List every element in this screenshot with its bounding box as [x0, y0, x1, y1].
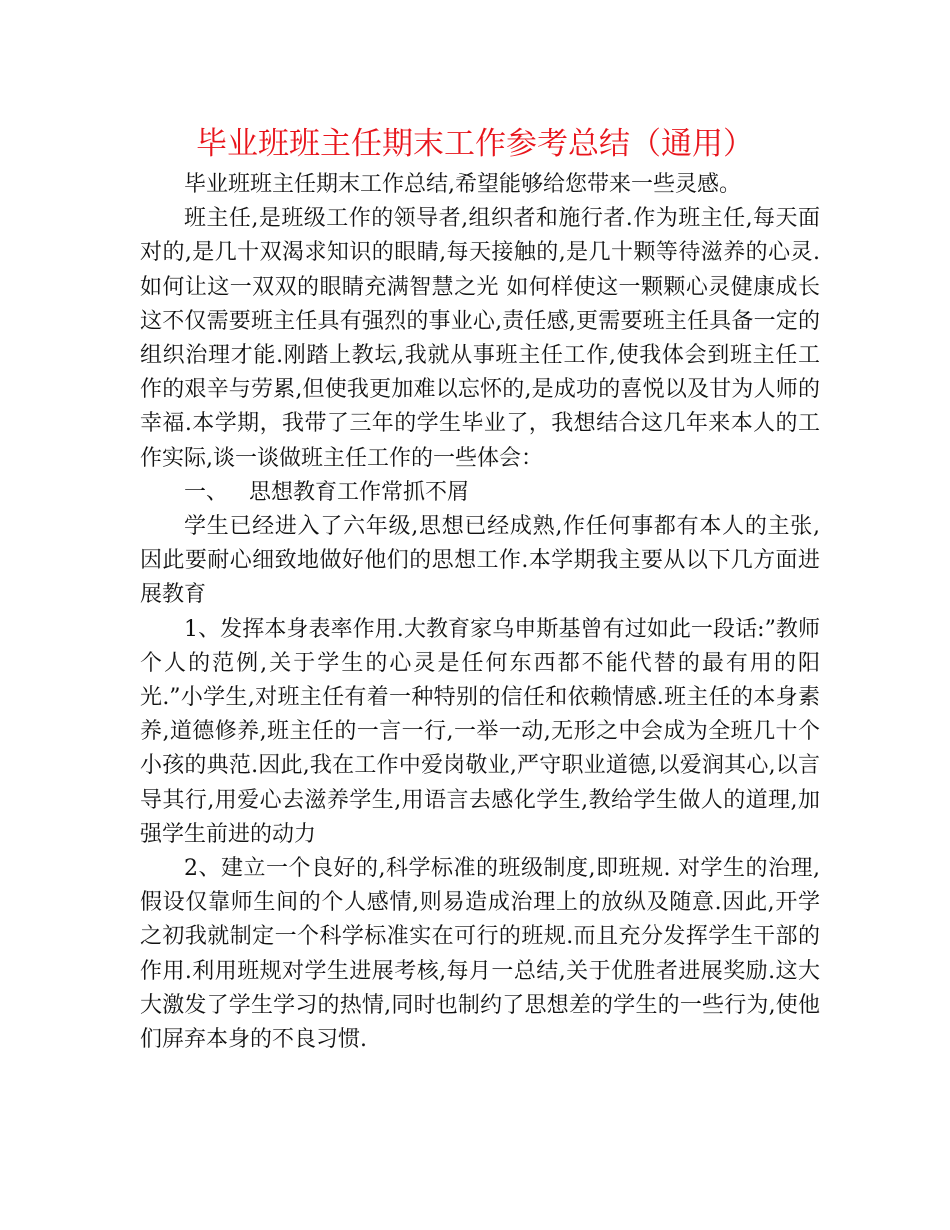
body-paragraph: 学生已经进入了六年级,思想已经成熟,作任何事都有本人的主张,因此要耐心细致地做好他们的思想工作.本学期我主要从以下几方面进展教育 — [140, 514, 820, 608]
document-title: 毕业班班主任期末工作参考总结（通用） — [196, 126, 754, 162]
body-paragraph: 班主任,是班级工作的领导者,组织者和施行者.作为班主任,每天面对的,是几十双渴求知识的眼睛,每天接触的,是几十颗等待滋养的心灵.如何让这一双双的眼睛充满智慧之光 如何样使这一颗颗心灵健康成长 这不仅需要班主任具有强烈的事业心,责任感,更需要班主任具备一定的组织治理才能.刚踏上教坛,我就从事班主任工作,使我体会到班主任工作的艰辛与劳累,但使我更加难以忘怀的,是成功的喜悦以及甘为人师的幸福.本学期，我带了三年的学生毕业了，我想结合这几年来本人的工作实际,谈一谈做班主任工作的一些体会： — [140, 206, 820, 471]
intro-paragraph: 毕业班班主任期末工作总结,希望能够给您带来一些灵感。 — [184, 172, 741, 197]
document-body — [140, 168, 820, 1057]
section-heading: 一、 思想教育工作常抓不屑 — [184, 479, 469, 505]
body-paragraph: 1、发挥本身表率作用.大教育家乌申斯基曾有过如此一段话:”教师个人的范例,关于学生的心灵是任何东西都不能代替的最有用的阳光.”小学生,对班主任有着一种特别的信任和依赖情感.班主任的本身素养,道德修养,班主任的一言一行,一举一动,无形之中会成为全班几十个小孩的典范.因此,我在工作中爱岗敬业,严守职业道德,以爱润其心,以言导其行,用爱心去滋养学生,用语言去感化学生,教给学生做人的道理,加强学生前进的动力 — [140, 616, 820, 847]
body-paragraph: 2、建立一个良好的,科学标准的班级制度,即班规. 对学生的治理,假设仅靠师生间的个人感情,则易造成治理上的放纵及随意.因此,开学之初我就制定一个科学标准实在可行的班规.而且充分发挥学生干部的作用.利用班规对学生进展考核,每月一总结,关于优胜者进展奖励.这大大激发了学生学习的热情,同时也制约了思想差的学生的一些行为,使他们屏弃本身的不良习惯. — [140, 856, 820, 1053]
